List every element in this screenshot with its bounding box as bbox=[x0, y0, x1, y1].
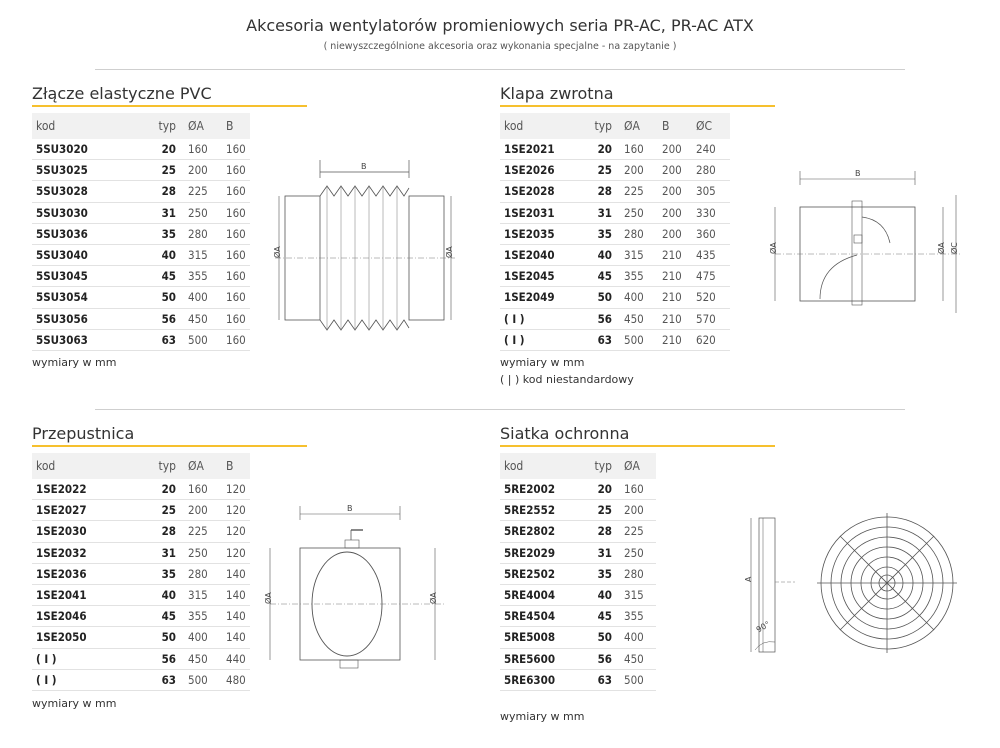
cell-value: 450 bbox=[620, 308, 658, 329]
cell-value: 355 bbox=[620, 606, 656, 627]
table-row bbox=[500, 139, 730, 160]
column-header: typ bbox=[116, 113, 184, 139]
cell-type: 31 bbox=[116, 202, 184, 223]
table-row bbox=[32, 563, 250, 584]
cell-type: 50 bbox=[116, 627, 184, 648]
flex-connector-drawing bbox=[265, 158, 465, 338]
table-row bbox=[32, 266, 250, 287]
cell-code: 5SU3025 bbox=[32, 160, 116, 181]
valve-nonstandard-note: ( | ) kod niestandardowy bbox=[500, 373, 634, 386]
cell-type: 56 bbox=[582, 648, 620, 669]
column-header: typ bbox=[582, 113, 620, 139]
cell-type: 28 bbox=[582, 521, 620, 542]
column-header: B bbox=[658, 113, 692, 139]
flex-label-a-right: ØA bbox=[445, 246, 454, 258]
cell-value: 355 bbox=[184, 606, 222, 627]
cell-value: 200 bbox=[184, 500, 222, 521]
table-row bbox=[32, 160, 250, 181]
damper-label-b: B bbox=[347, 504, 353, 513]
cell-type: 28 bbox=[582, 181, 620, 202]
column-header: B bbox=[222, 453, 250, 479]
table-row bbox=[500, 521, 656, 542]
cell-type: 31 bbox=[116, 542, 184, 563]
cell-value: 140 bbox=[222, 584, 250, 605]
column-header: kod bbox=[32, 453, 116, 479]
cell-code: 5SU3040 bbox=[32, 244, 116, 265]
cell-value: 250 bbox=[184, 542, 222, 563]
cell-code: 5RE2029 bbox=[500, 542, 582, 563]
cell-value: 400 bbox=[184, 627, 222, 648]
column-header: typ bbox=[582, 453, 620, 479]
flex-label-b: B bbox=[361, 162, 367, 171]
cell-value: 280 bbox=[692, 160, 730, 181]
cell-type: 56 bbox=[116, 308, 184, 329]
table-row bbox=[500, 648, 656, 669]
cell-value: 440 bbox=[222, 648, 250, 669]
cell-value: 160 bbox=[222, 287, 250, 308]
cell-code: 5RE2552 bbox=[500, 500, 582, 521]
column-header: ØA bbox=[620, 113, 658, 139]
cell-type: 25 bbox=[582, 500, 620, 521]
cell-value: 160 bbox=[222, 266, 250, 287]
column-header: B bbox=[222, 113, 250, 139]
valve-label-c: ØC bbox=[950, 242, 959, 254]
table-row bbox=[500, 669, 656, 690]
table-row bbox=[500, 160, 730, 181]
cell-code: 5SU3063 bbox=[32, 329, 116, 350]
cell-value: 355 bbox=[184, 266, 222, 287]
valve-label-b: B bbox=[855, 169, 861, 178]
cell-code: 5SU3036 bbox=[32, 223, 116, 244]
column-header: kod bbox=[500, 453, 582, 479]
cell-type: 45 bbox=[116, 606, 184, 627]
cell-value: 280 bbox=[184, 223, 222, 244]
middle-divider bbox=[95, 409, 905, 410]
cell-value: 160 bbox=[222, 160, 250, 181]
cell-value: 500 bbox=[620, 669, 656, 690]
cell-value: 160 bbox=[222, 329, 250, 350]
table-row bbox=[32, 308, 250, 329]
cell-value: 280 bbox=[620, 563, 656, 584]
cell-value: 225 bbox=[620, 181, 658, 202]
cell-value: 225 bbox=[184, 521, 222, 542]
cell-type: 45 bbox=[582, 266, 620, 287]
cell-type: 35 bbox=[582, 223, 620, 244]
cell-value: 120 bbox=[222, 500, 250, 521]
cell-code: 5RE4004 bbox=[500, 584, 582, 605]
cell-code: 5RE6300 bbox=[500, 669, 582, 690]
table-row bbox=[500, 287, 730, 308]
flex-title-underline bbox=[32, 105, 307, 107]
table-row bbox=[500, 584, 656, 605]
table-row bbox=[500, 223, 730, 244]
cell-value: 315 bbox=[620, 244, 658, 265]
cell-type: 25 bbox=[116, 160, 184, 181]
cell-value: 200 bbox=[184, 160, 222, 181]
table-row bbox=[32, 627, 250, 648]
cell-value: 435 bbox=[692, 244, 730, 265]
cell-code: 5SU3045 bbox=[32, 266, 116, 287]
cell-code: 5RE4504 bbox=[500, 606, 582, 627]
cell-value: 330 bbox=[692, 202, 730, 223]
cell-value: 400 bbox=[620, 287, 658, 308]
cell-code: 1SE2031 bbox=[500, 202, 582, 223]
cell-value: 160 bbox=[222, 139, 250, 160]
cell-type: 31 bbox=[582, 542, 620, 563]
cell-value: 160 bbox=[184, 479, 222, 500]
valve-title-underline bbox=[500, 105, 775, 107]
cell-code: 5SU3028 bbox=[32, 181, 116, 202]
table-row bbox=[32, 648, 250, 669]
flex-units-note: wymiary w mm bbox=[32, 356, 117, 369]
cell-value: 450 bbox=[620, 648, 656, 669]
cell-value: 500 bbox=[184, 329, 222, 350]
cell-type: 31 bbox=[582, 202, 620, 223]
table-row bbox=[32, 584, 250, 605]
cell-value: 225 bbox=[620, 521, 656, 542]
table-row bbox=[32, 202, 250, 223]
cell-type: 50 bbox=[582, 287, 620, 308]
cell-value: 360 bbox=[692, 223, 730, 244]
table-row bbox=[500, 627, 656, 648]
table-row bbox=[32, 287, 250, 308]
cell-value: 400 bbox=[620, 627, 656, 648]
cell-type: 20 bbox=[582, 139, 620, 160]
table-header-row bbox=[500, 453, 656, 479]
column-header: ØA bbox=[184, 453, 222, 479]
cell-value: 280 bbox=[620, 223, 658, 244]
cell-value: 200 bbox=[658, 160, 692, 181]
cell-value: 250 bbox=[184, 202, 222, 223]
table-row bbox=[500, 329, 730, 350]
cell-value: 240 bbox=[692, 139, 730, 160]
valve-label-a-right: ØA bbox=[937, 242, 946, 254]
cell-value: 120 bbox=[222, 479, 250, 500]
cell-code: 1SE2030 bbox=[32, 521, 116, 542]
cell-value: 200 bbox=[658, 202, 692, 223]
cell-code: 1SE2050 bbox=[32, 627, 116, 648]
page-title: Akcesoria wentylatorów promieniowych seria PR-AC, PR-AC ATX bbox=[246, 16, 754, 35]
cell-value: 520 bbox=[692, 287, 730, 308]
cell-value: 200 bbox=[620, 500, 656, 521]
guard-section-title: Siatka ochronna bbox=[500, 424, 630, 443]
cell-code: 1SE2045 bbox=[500, 266, 582, 287]
cell-value: 120 bbox=[222, 542, 250, 563]
guard-table bbox=[500, 453, 656, 691]
cell-value: 500 bbox=[620, 329, 658, 350]
table-row bbox=[32, 181, 250, 202]
column-header: kod bbox=[32, 113, 116, 139]
table-row bbox=[500, 500, 656, 521]
column-header: kod bbox=[500, 113, 582, 139]
cell-code: ( I ) bbox=[32, 669, 116, 690]
cell-code: 1SE2021 bbox=[500, 139, 582, 160]
cell-type: 28 bbox=[116, 521, 184, 542]
cell-code: ( I ) bbox=[500, 308, 582, 329]
cell-value: 225 bbox=[184, 181, 222, 202]
cell-type: 35 bbox=[116, 223, 184, 244]
table-header-row bbox=[32, 113, 250, 139]
cell-type: 50 bbox=[582, 627, 620, 648]
cell-value: 160 bbox=[222, 202, 250, 223]
cell-type: 40 bbox=[116, 244, 184, 265]
table-row bbox=[32, 244, 250, 265]
cell-value: 140 bbox=[222, 563, 250, 584]
damper-drawing bbox=[255, 500, 455, 675]
cell-code: 1SE2035 bbox=[500, 223, 582, 244]
table-row bbox=[500, 202, 730, 223]
cell-type: 63 bbox=[116, 669, 184, 690]
table-row bbox=[32, 479, 250, 500]
damper-label-a-right: ØA bbox=[429, 592, 438, 604]
cell-code: 1SE2028 bbox=[500, 181, 582, 202]
table-row bbox=[500, 266, 730, 287]
cell-code: 5SU3056 bbox=[32, 308, 116, 329]
cell-code: 1SE2026 bbox=[500, 160, 582, 181]
cell-code: 5RE2002 bbox=[500, 479, 582, 500]
cell-value: 200 bbox=[620, 160, 658, 181]
valve-table bbox=[500, 113, 730, 351]
cell-value: 160 bbox=[620, 479, 656, 500]
cell-code: 5SU3030 bbox=[32, 202, 116, 223]
cell-type: 20 bbox=[116, 139, 184, 160]
cell-code: 5SU3054 bbox=[32, 287, 116, 308]
cell-code: 5RE2802 bbox=[500, 521, 582, 542]
cell-code: 1SE2036 bbox=[32, 563, 116, 584]
cell-type: 20 bbox=[116, 479, 184, 500]
valve-units-note: wymiary w mm bbox=[500, 356, 585, 369]
cell-value: 120 bbox=[222, 521, 250, 542]
cell-value: 200 bbox=[658, 139, 692, 160]
cell-value: 315 bbox=[620, 584, 656, 605]
table-row bbox=[32, 542, 250, 563]
cell-type: 35 bbox=[582, 563, 620, 584]
page-subtitle: ( niewyszczególnione akcesoria oraz wykonania specjalne - na zapytanie ) bbox=[323, 41, 677, 52]
cell-type: 25 bbox=[582, 160, 620, 181]
cell-type: 56 bbox=[116, 648, 184, 669]
cell-value: 160 bbox=[620, 139, 658, 160]
cell-type: 45 bbox=[116, 266, 184, 287]
cell-type: 25 bbox=[116, 500, 184, 521]
guard-units-note: wymiary w mm bbox=[500, 710, 585, 723]
cell-value: 250 bbox=[620, 202, 658, 223]
cell-type: 20 bbox=[582, 479, 620, 500]
flex-table bbox=[32, 113, 250, 351]
cell-value: 250 bbox=[620, 542, 656, 563]
cell-type: 40 bbox=[116, 584, 184, 605]
cell-code: 1SE2041 bbox=[32, 584, 116, 605]
cell-value: 210 bbox=[658, 244, 692, 265]
flex-label-a-left: ØA bbox=[273, 246, 282, 258]
damper-label-a-left: ØA bbox=[264, 592, 273, 604]
table-row bbox=[500, 563, 656, 584]
damper-title-underline bbox=[32, 445, 307, 447]
cell-value: 160 bbox=[222, 244, 250, 265]
table-row bbox=[32, 139, 250, 160]
cell-code: 1SE2032 bbox=[32, 542, 116, 563]
cell-value: 140 bbox=[222, 627, 250, 648]
valve-label-a-left: ØA bbox=[769, 242, 778, 254]
damper-units-note: wymiary w mm bbox=[32, 697, 117, 710]
column-header: ØC bbox=[692, 113, 730, 139]
cell-value: 355 bbox=[620, 266, 658, 287]
cell-value: 450 bbox=[184, 648, 222, 669]
table-row bbox=[32, 329, 250, 350]
cell-code: 1SE2040 bbox=[500, 244, 582, 265]
guard-side-drawing bbox=[737, 512, 797, 662]
guard-label-a: A bbox=[744, 576, 753, 582]
cell-value: 160 bbox=[222, 223, 250, 244]
cell-value: 315 bbox=[184, 584, 222, 605]
table-row bbox=[32, 223, 250, 244]
cell-value: 210 bbox=[658, 329, 692, 350]
cell-value: 210 bbox=[658, 308, 692, 329]
table-row bbox=[500, 244, 730, 265]
column-header: ØA bbox=[184, 113, 222, 139]
cell-type: 40 bbox=[582, 244, 620, 265]
table-row bbox=[32, 669, 250, 690]
table-row bbox=[32, 521, 250, 542]
cell-value: 210 bbox=[658, 266, 692, 287]
cell-code: 1SE2049 bbox=[500, 287, 582, 308]
cell-type: 35 bbox=[116, 563, 184, 584]
cell-type: 63 bbox=[582, 669, 620, 690]
cell-type: 40 bbox=[582, 584, 620, 605]
table-row bbox=[500, 542, 656, 563]
cell-type: 63 bbox=[116, 329, 184, 350]
cell-value: 500 bbox=[184, 669, 222, 690]
cell-value: 480 bbox=[222, 669, 250, 690]
guard-front-drawing bbox=[812, 510, 962, 660]
table-row bbox=[32, 500, 250, 521]
cell-value: 200 bbox=[658, 181, 692, 202]
cell-value: 450 bbox=[184, 308, 222, 329]
cell-code: ( I ) bbox=[32, 648, 116, 669]
cell-value: 620 bbox=[692, 329, 730, 350]
cell-value: 140 bbox=[222, 606, 250, 627]
table-row bbox=[500, 181, 730, 202]
table-row bbox=[32, 606, 250, 627]
cell-type: 45 bbox=[582, 606, 620, 627]
cell-value: 160 bbox=[222, 181, 250, 202]
cell-code: 5RE2502 bbox=[500, 563, 582, 584]
cell-code: 1SE2022 bbox=[32, 479, 116, 500]
cell-code: 5SU3020 bbox=[32, 139, 116, 160]
table-row bbox=[500, 606, 656, 627]
cell-type: 56 bbox=[582, 308, 620, 329]
cell-value: 280 bbox=[184, 563, 222, 584]
table-header-row bbox=[500, 113, 730, 139]
table-row bbox=[500, 479, 656, 500]
cell-value: 160 bbox=[184, 139, 222, 160]
table-header-row bbox=[32, 453, 250, 479]
cell-code: 5RE5600 bbox=[500, 648, 582, 669]
cell-value: 200 bbox=[658, 223, 692, 244]
cell-code: 5RE5008 bbox=[500, 627, 582, 648]
column-header: ØA bbox=[620, 453, 656, 479]
cell-code: 1SE2027 bbox=[32, 500, 116, 521]
cell-code: ( I ) bbox=[500, 329, 582, 350]
cell-type: 63 bbox=[582, 329, 620, 350]
cell-value: 400 bbox=[184, 287, 222, 308]
cell-code: 1SE2046 bbox=[32, 606, 116, 627]
check-valve-drawing bbox=[760, 165, 965, 315]
guard-title-underline bbox=[500, 445, 775, 447]
cell-type: 50 bbox=[116, 287, 184, 308]
cell-value: 475 bbox=[692, 266, 730, 287]
cell-value: 210 bbox=[658, 287, 692, 308]
top-divider bbox=[95, 69, 905, 70]
valve-section-title: Klapa zwrotna bbox=[500, 84, 614, 103]
cell-value: 160 bbox=[222, 308, 250, 329]
cell-type: 28 bbox=[116, 181, 184, 202]
flex-section-title: Złącze elastyczne PVC bbox=[32, 84, 212, 103]
column-header: typ bbox=[116, 453, 184, 479]
guard-label-angle: 90° bbox=[754, 619, 772, 635]
damper-table bbox=[32, 453, 250, 691]
cell-value: 305 bbox=[692, 181, 730, 202]
cell-value: 315 bbox=[184, 244, 222, 265]
table-row bbox=[500, 308, 730, 329]
cell-value: 570 bbox=[692, 308, 730, 329]
damper-section-title: Przepustnica bbox=[32, 424, 135, 443]
